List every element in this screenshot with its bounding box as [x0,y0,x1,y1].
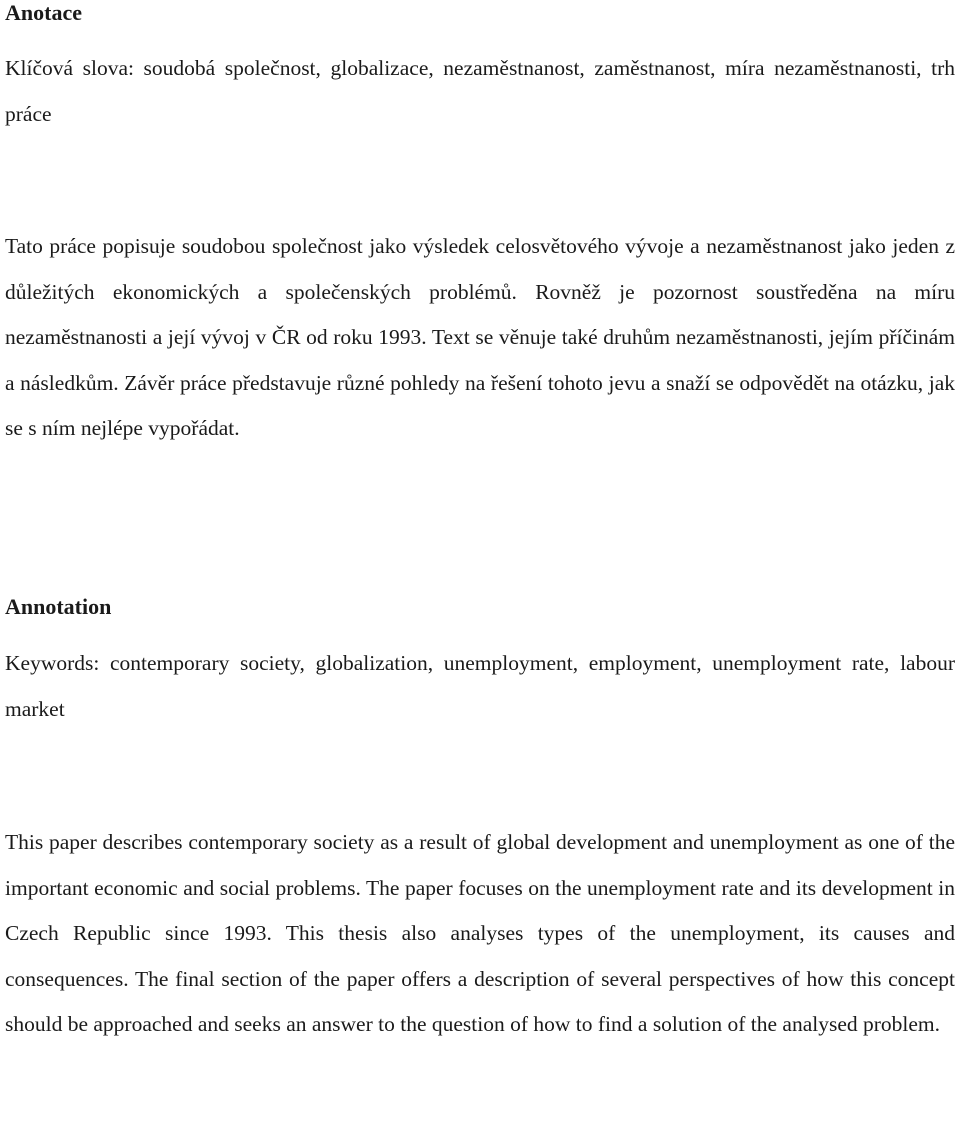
english-annotation-heading: Annotation [5,594,112,619]
czech-keywords: Klíčová slova: soudobá společnost, globalizace, nezaměstnanost, zaměstnanost, míra nezaměstnanosti, trh práce [5,56,955,126]
english-abstract: This paper describes contemporary society as a result of global development and unemployment as one of the important economic and social problems. The paper focuses on the unemployment rate and its development in Czech Republic since 1993. This thesis also analyses types of the unemployment, its causes and consequences. The final section of the paper offers a description of several perspectives of how this concept should be approached and seeks an answer to the question of how to find a solution of the analysed problem. [5,830,955,1036]
english-keywords: Keywords: contemporary society, globalization, unemployment, employment, unemployment rate, labour market [5,651,955,721]
czech-annotation-heading: Anotace [5,0,82,25]
czech-abstract: Tato práce popisuje soudobou společnost jako výsledek celosvětového vývoje a nezaměstnanost jako jeden z důležitých ekonomických a společenských problémů. Rovněž je pozornost soustředěna na míru nezaměstnanosti a její vývoj v ČR od roku 1993. Text se věnuje také druhům nezaměstnanosti, jejím příčinám a následkům. Závěr práce představuje různé pohledy na řešení tohoto jevu a snaží se odpovědět na otázku, jak se s ním nejlépe vypořádat. [5,234,955,440]
